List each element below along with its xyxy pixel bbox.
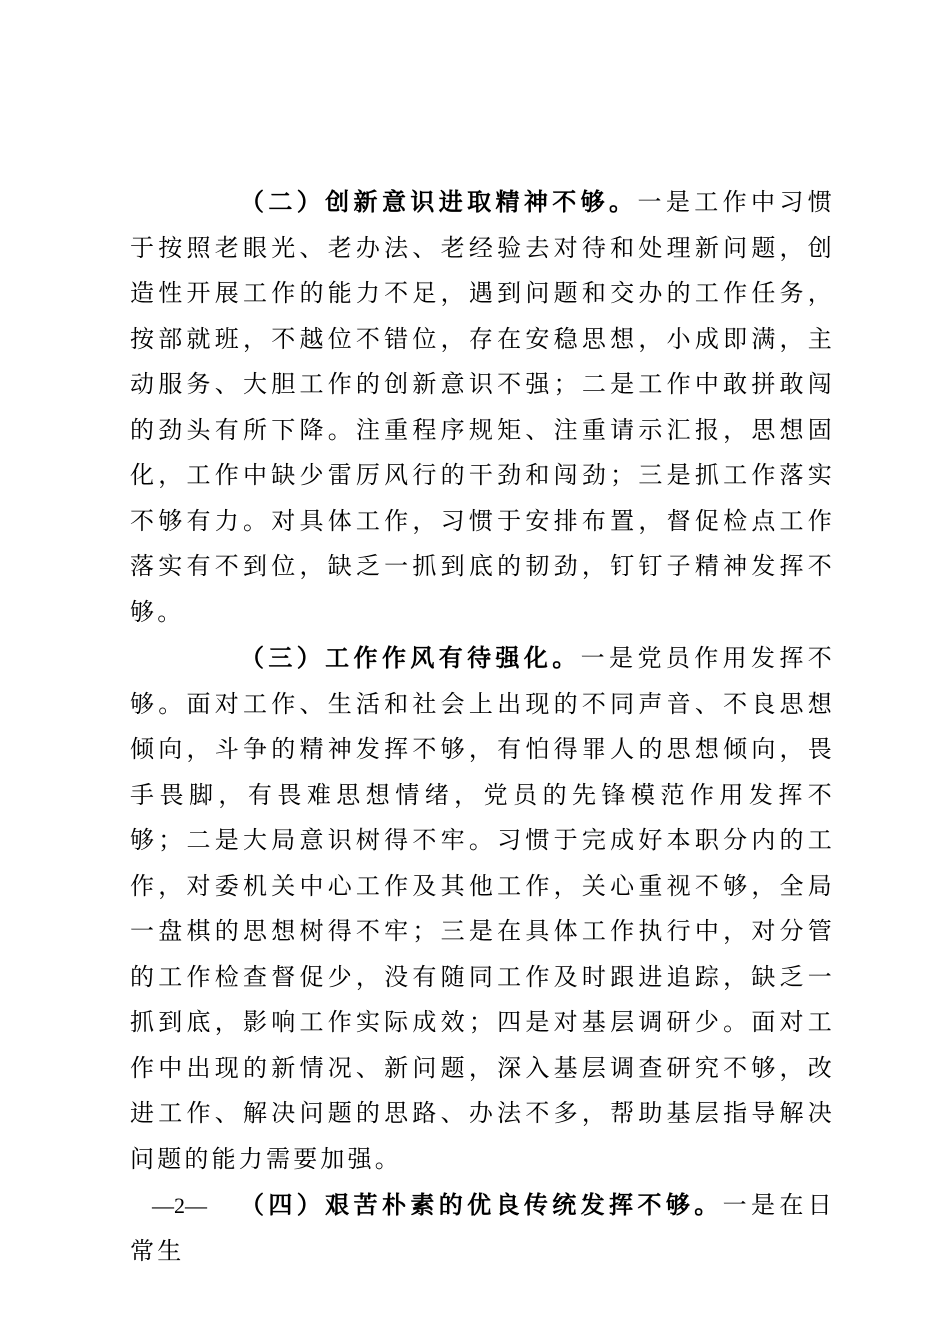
paragraph-text: 一是在日常生 [130,1191,835,1265]
paragraph-heading: （四）艰苦朴素的优良传统发挥不够。 [240,1190,723,1219]
page-number: —2— [152,1193,207,1218]
paragraph-heading: （二）创新意识进取精神不够。 [240,187,638,216]
paragraph-heading: （三）工作作风有待强化。 [240,643,581,672]
paragraph-text: 一是工作中习惯于按照老眼光、老办法、老经验去对待和处理新问题，创造性开展工作的能力不足，遇到问题和交办的工作任务，按部就班，不越位不错位，存在安稳思想，小成即满，主动服务、大胆工作的创新意识不强；二是工作中敢拼敢闯的劲头有所下降。注重程序规矩、注重请示汇报，思想固化，工作中缺少雷厉风行的干劲和闯劲；三是抓工作落实不够有力。对具体工作，习惯于安排布置，督促检点工作落实有不到位，缺乏一抓到底的韧劲，钉钉子精神发挥不够。 [130,188,835,626]
paragraph-work-style [130,635,835,1182]
document-body [130,179,835,1274]
paragraph-innovation [130,179,835,635]
paragraph-hard-work-tradition [130,1182,835,1274]
paragraph-text: 一是党员作用发挥不够。面对工作、生活和社会上出现的不同声音、不良思想倾向，斗争的精神发挥不够，有怕得罪人的思想倾向，畏手畏脚，有畏难思想情绪，党员的先锋模范作用发挥不够；二是大局意识树得不牢。习惯于完成好本职分内的工作，对委机关中心工作及其他工作，关心重视不够，全局一盘棋的思想树得不牢；三是在具体工作执行中，对分管的工作检查督促少，没有随同工作及时跟进追踪，缺乏一抓到底，影响工作实际成效；四是对基层调研少。面对工作中出现的新情况、新问题，深入基层调查研究不够，改进工作、解决问题的思路、办法不多，帮助基层指导解决问题的能力需要加强。 [130,644,835,1173]
